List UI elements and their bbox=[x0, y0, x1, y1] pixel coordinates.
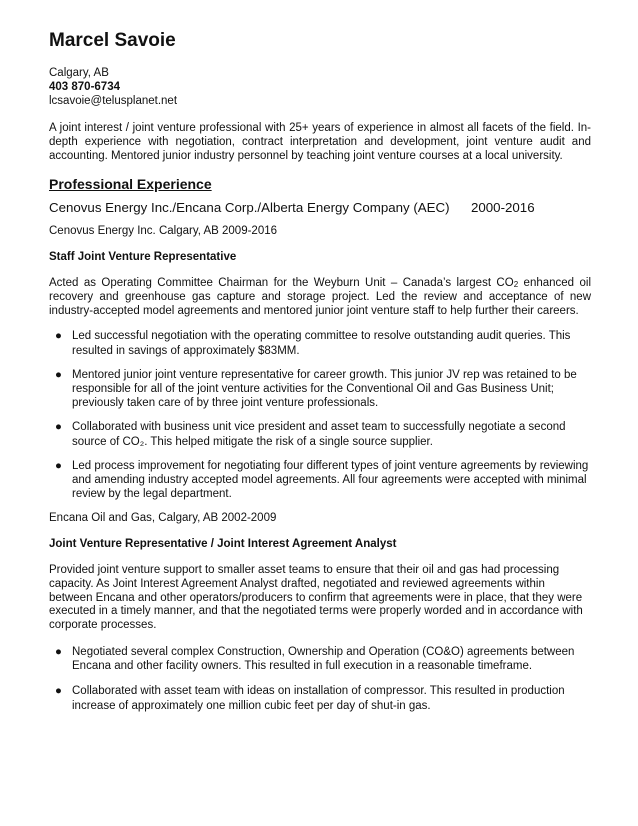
company-line bbox=[49, 199, 591, 217]
job-title-2: Joint Venture Representative / Joint Interest Agreement Analyst bbox=[49, 538, 397, 551]
employer-line-1: Cenovus Energy Inc. Calgary, AB 2009-2016 bbox=[49, 225, 278, 238]
resume-page bbox=[49, 30, 591, 713]
list-item: ● Led process improvement for negotiating four different types of joint venture agreements by reviewing and amending industry accepted model agreements. All four agreements were accepted with minimal review by the legal department. bbox=[55, 459, 589, 501]
contact-city: Calgary, AB bbox=[49, 67, 109, 79]
bullet-icon: ● bbox=[55, 685, 62, 698]
candidate-name: Marcel Savoie bbox=[49, 30, 176, 51]
employer-line-2: Encana Oil and Gas, Calgary, AB 2002-2009 bbox=[49, 512, 277, 525]
list-item: ● Collaborated with asset team with ideas on installation of compressor. This resulted in production increase of approximately one million cubic feet per day of shut-in gas. bbox=[55, 685, 565, 712]
job-description-1-part-b: enhanced oil recovery and greenhouse gas capture and storage project. Led the review and acceptance of new industry-accepted model agreements and mentored junior joint venture staff to help further their careers. bbox=[49, 276, 591, 317]
bullet-icon: ● bbox=[55, 330, 62, 343]
bullet-icon: ● bbox=[55, 459, 62, 472]
list-item: ● Led successful negotiation with the operating committee to resolve outstanding audit queries. This resulted in savings of approximately $83MM. bbox=[55, 330, 571, 357]
summary-paragraph: A joint interest / joint venture professional with 25+ years of experience in almost all facets of the field. In-depth experience with negotiation, contract interpretation and development, joint venture audit and accounting. Mentored junior industry personnel by teaching joint venture courses at a local university. bbox=[49, 122, 591, 162]
job-description-1 bbox=[49, 277, 591, 318]
job-description-2: Provided joint venture support to smaller asset teams to ensure that their oil and gas had processing capacity. As Joint Interest Agreement Analyst drafted, negotiated and reviewed agreements within between Encana and other operators/producers to confirm that agreements were in place, that they were executed in a timely manner, and that the negotiated terms were properly worded and in accordance with corporate processes. bbox=[49, 564, 583, 632]
company-years: 2000-2016 bbox=[471, 200, 535, 216]
list-item: ● Collaborated with business unit vice president and asset team to successfully negotiate a second source of CO₂. This helped mitigate the risk of a single source supplier. bbox=[55, 421, 566, 448]
list-item: ● Negotiated several complex Construction, Ownership and Operation (CO&O) agreements between Encana and other facility owners. This resulted in full execution in a reasonable timeframe. bbox=[55, 645, 575, 673]
achievements-list-2 bbox=[49, 645, 591, 713]
section-heading-experience: Professional Experience bbox=[49, 176, 212, 193]
company-name: Cenovus Energy Inc./Encana Corp./Alberta Energy Company (AEC) bbox=[49, 200, 450, 216]
contact-block bbox=[49, 66, 591, 108]
bullet-icon: ● bbox=[55, 421, 62, 434]
contact-phone: 403 870-6734 bbox=[49, 81, 120, 93]
contact-email: lcsavoie@telusplanet.net bbox=[49, 95, 178, 107]
bullet-icon: ● bbox=[55, 645, 62, 658]
list-item: ● Mentored junior joint venture representative for career growth. This junior JV rep was retained to be responsible for all of the joint venture activities for the Conventional Oil and Gas Business Unit; previously taken care of by three joint venture professionals. bbox=[55, 368, 577, 410]
achievements-list-1 bbox=[49, 329, 591, 501]
job-title-1: Staff Joint Venture Representative bbox=[49, 251, 237, 264]
bullet-icon: ● bbox=[55, 368, 62, 381]
co2-subscript: 2 bbox=[513, 279, 519, 289]
job-description-1-part-a: Acted as Operating Committee Chairman for the Weyburn Unit – Canada’s largest CO bbox=[49, 276, 514, 289]
